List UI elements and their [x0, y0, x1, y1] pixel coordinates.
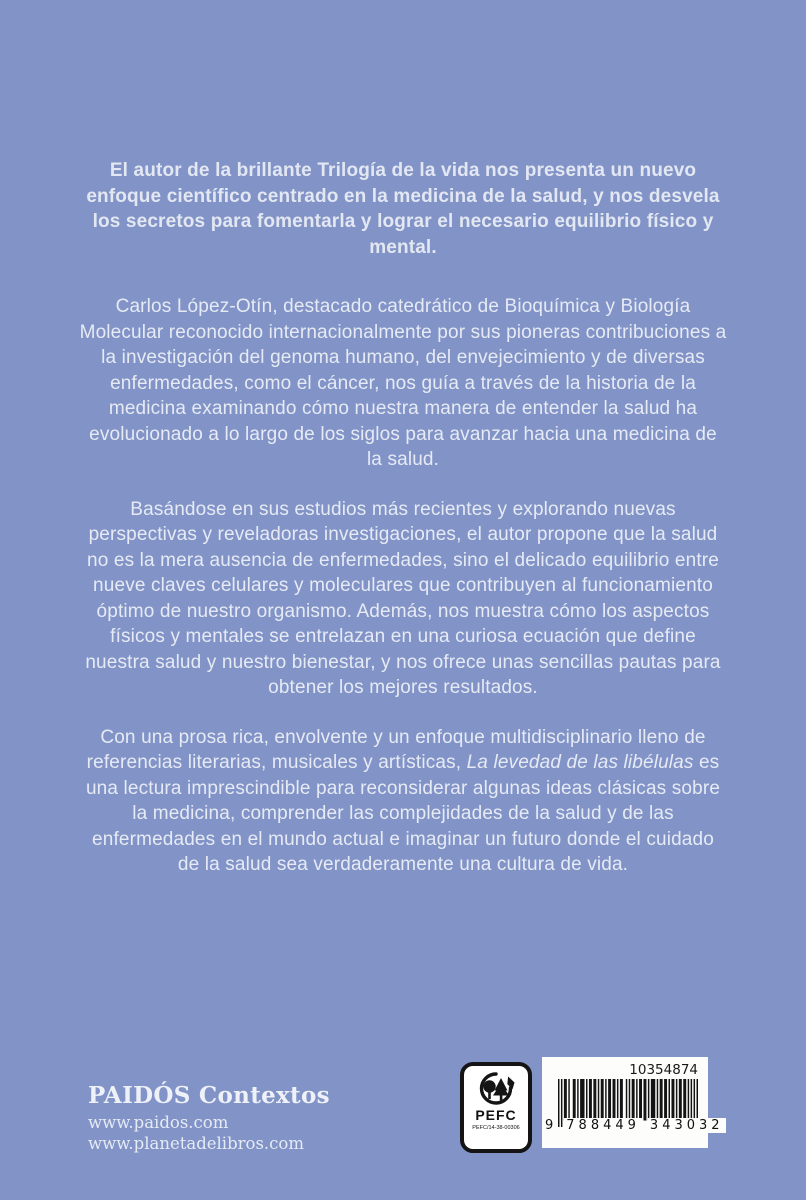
blurb-paragraph-thesis: Basándose en sus estudios más recientes y explorando nuevas perspectivas y reveladoras investigaciones, el autor propone que la salud no es la mera ausencia de enfermedades, sino el delicado equilibrio entre nueve claves celulares y moleculares que contribuyen al funcionamiento óptimo de nuestro organismo. Además, nos muestra cómo los aspectos físicos y mentales se entrelazan en una curiosa ecuación que define nuestra salud y nuestro bienestar, y nos ofrece unas sencillas pautas para obtener los mejores resultados.: [85, 498, 721, 698]
isbn-barcode: [542, 1057, 724, 1148]
blurb-paragraph-closing: [79, 725, 727, 878]
back-cover-blurb: [79, 158, 727, 878]
closing-text-before: Con una prosa rica, envolvente y un enfoque multidisciplinario lleno de referencias literarias, musicales y artísticas,: [86, 726, 706, 773]
ean-group-2: 343032: [649, 1118, 724, 1133]
barcode-ean-number: [544, 1118, 724, 1133]
publisher-imprint: PAIDÓS Contextos: [88, 1082, 330, 1109]
closing-text-after: es una lectura imprescindible para reconsiderar algunas ideas clásicas sobre la medicina, comprender las complejidades de la salud y de las enfermedades en el mundo actual e imaginar un futuro donde el cuidado de la salud sea verdaderamente una cultura de vida.: [85, 752, 721, 875]
ean-group-1: 788449: [566, 1118, 640, 1133]
publisher-url-planetadelibros: www.planetadelibros.com: [88, 1134, 304, 1153]
book-title: La levedad de las libélulas: [466, 752, 694, 773]
publisher-url-paidos: www.paidos.com: [88, 1113, 229, 1132]
blurb-intro: El autor de la brillante Trilogía de la vida nos presenta un nuevo enfoque científico centrado en la medicina de la salud, y nos desvela los secretos para fomentarla y lograr el necesario equilibrio físico y mental.: [86, 160, 720, 258]
barcode-reference-number: 10354874: [629, 1062, 698, 1078]
pefc-code: PEFC/14-38-00306: [472, 1125, 520, 1131]
pefc-label: PEFC: [475, 1107, 517, 1123]
pefc-certification-badge: [460, 1062, 532, 1153]
publisher-urls: [88, 1112, 304, 1154]
ean-first-digit: 9: [545, 1118, 554, 1133]
blurb-paragraph-author: Carlos López-Otín, destacado catedrático de Bioquímica y Biología Molecular reconocido internacionalmente por sus pioneras contribuciones a la investigación del genoma humano, del envejecimiento y de diversas enfermedades, como el cáncer, nos guía a través de la historia de la medicina examinando cómo nuestra manera de entender la salud ha evolucionado a lo largo de los siglos para avanzar hacia una medicina de la salud.: [79, 296, 727, 470]
pefc-trees-icon: [476, 1072, 516, 1106]
